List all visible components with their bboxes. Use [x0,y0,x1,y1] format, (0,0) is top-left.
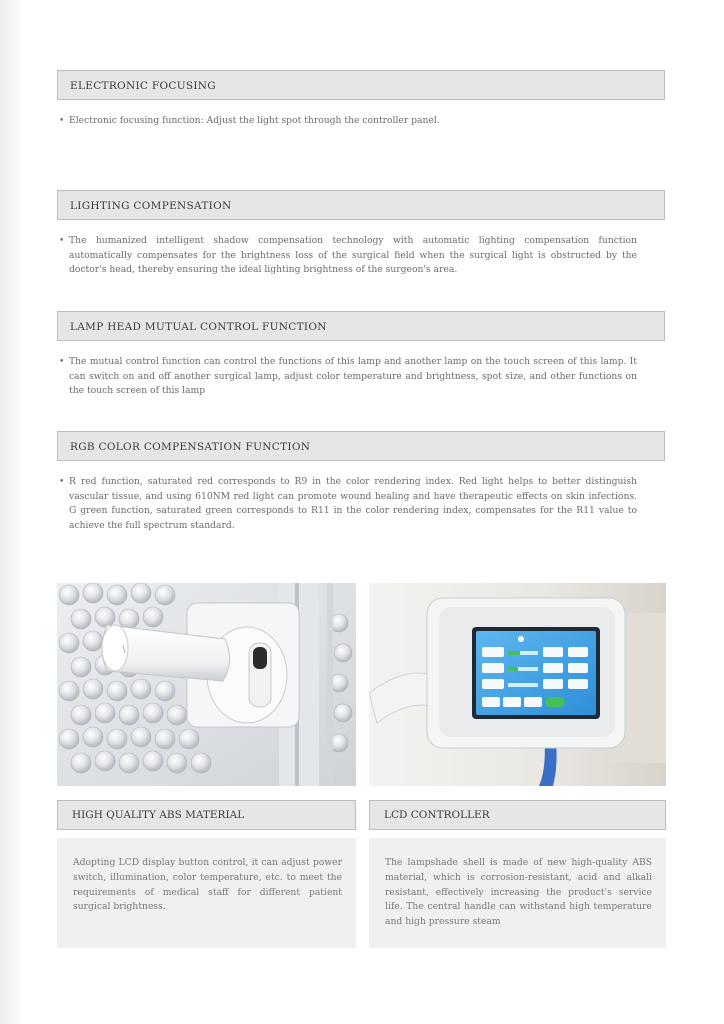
page-edge-shadow [0,0,22,1024]
lcd-controller-photo [369,583,666,786]
bullet: • [59,236,65,246]
feature-heading-abs-material: HIGH QUALITY ABS MATERIAL [57,800,356,830]
bullet: • [59,477,65,487]
bullet: • [59,116,65,126]
section-heading-mutual-control: LAMP HEAD MUTUAL CONTROL FUNCTION [57,311,665,341]
section-text-lighting-compensation: The humanized intelligent shadow compensation technology with automatic lighting compensation function automatically compensates for the brightness loss of the surgical field when the surgical light is obstructed by the doctor's head, thereby ensuring the ideal lighting brightness of the surgeon's area. [69,235,637,275]
lamp-handle-photo [57,583,356,786]
section-text-electronic-focusing: Electronic focusing function: Adjust the light spot through the controller panel. [69,115,440,126]
feature-text-lcd-controller: The lampshade shell is made of new high-quality ABS material, which is corrosion-resistant, acid and alkali resistant, effectively increasing the product's service life. The central handle can withstand high temperature and high pressure steam [369,838,666,948]
section-heading-electronic-focusing: ELECTRONIC FOCUSING [57,70,665,100]
feature-text-abs-material: Adopting LCD display button control, it can adjust power switch, illumination, color temperature, etc. to meet the requirements of medical staff for different patient surgical brightness. [57,838,356,948]
section-text-rgb-compensation: R red function, saturated red corresponds to R9 in the color rendering index. Red light helps to better distinguish vascular tissue, and using 610NM red light can promote wound healing and have therapeutic effects on skin infections. G green function, saturated green corresponds to R11 in the color rendering index, compensates for the R11 value to achieve the full spectrum standard. [69,476,637,531]
section-heading-rgb-compensation: RGB COLOR COMPENSATION FUNCTION [57,431,665,461]
bullet: • [59,357,65,367]
section-heading-lighting-compensation: LIGHTING COMPENSATION [57,190,665,220]
section-text-mutual-control: The mutual control function can control the functions of this lamp and another lamp on the touch screen of this lamp. It can switch on and off another surgical lamp, adjust color temperature and brightness, spot size, and other functions on the touch screen of this lamp [69,356,637,396]
feature-heading-lcd-controller: LCD CONTROLLER [369,800,666,830]
